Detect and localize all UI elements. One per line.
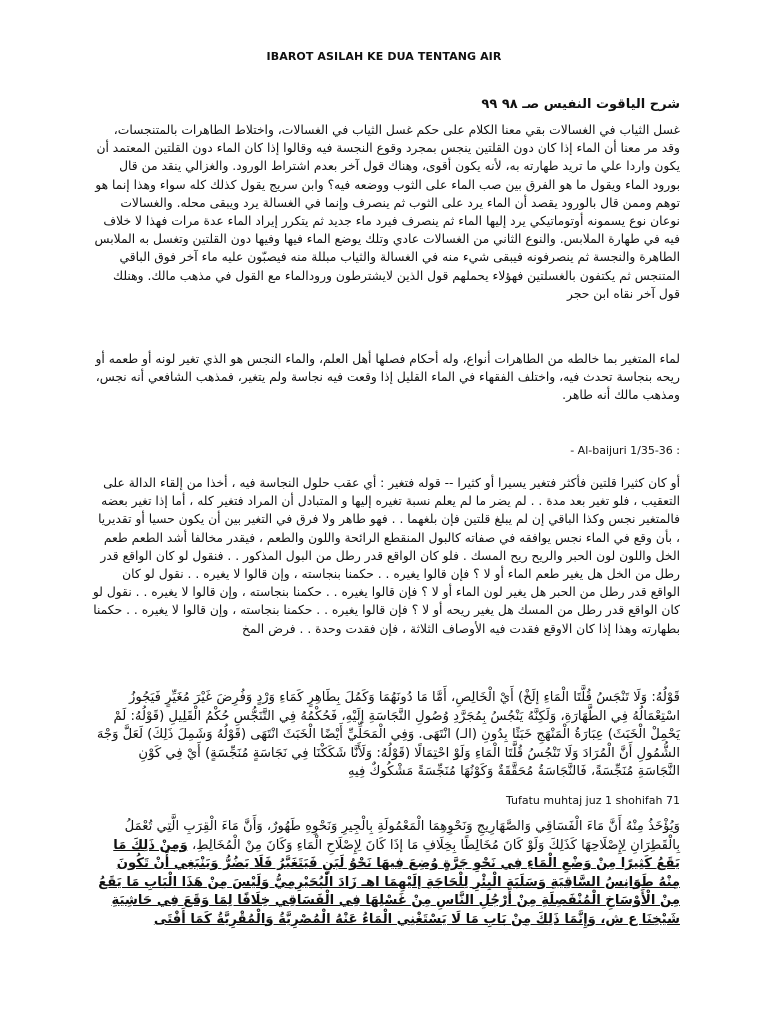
section-5-body-emphasis: وَمِنْ ذَلِكَ مَا يَقَعُ كَثِيرًا مِنْ وَضْعِ الْمَاءِ فِي نَحْوِ جَرَّةٍ وُضِعَ فِيهَا نَحْوُ لَبَنٍ فَيَتَغَيَّرُ فَلَا يَضُرُّ وَيَنْبَغِي أَنْ تَكُونَ مِنْهُ طَوَانِسُ السَّاقِيَةِ وَسَلَبَةِ الْبِئْرِ لِلْحَاجَةِ إلَيْهِمَا اهـ زَادَ الْبُحَيْرِمِيُّ وَلَيْسَ مِنْ هَذَا الْبَابِ مَا يَقَعُ مِنْ الْأَوْسَاخِ الْمُنْفَصِلَةِ مِنْ أَرْجُلِ النَّاسِ مِنْ غَسْلِهَا فِي الْفَسَاقِي خِلَافًا لِمَا وَقَعَ فِي حَاشِيَةِ شَيْخِنَا ع ش، وَإِنَّمَا ذَلِكَ مِنْ بَابِ مَا لَا يَسْتَغْنِي الْمَاءُ عَنْهُ الْمُصْرِيَّةُ وَالْمُقْرِيَّةُ كَمَا أَفْتَى <box>98 837 680 927</box>
section-5-heading: Tufatu muhtaj juz 1 shohifah 71 <box>505 794 680 807</box>
section-4-body: قَوْلُهُ: وَلَا تَنْجَسُ قُلَّتَا الْمَاءِ إلَخْ) أَيْ الْخَالِصِ، أَمَّا مَا دُونَهُمَا وَكَمُلَ بِطَاهِرٍ كَمَاءِ وَرْدٍ وَفُرِضَ غَيْرَ مُغَيِّرٍ فَيَجُوزُ اسْتِعْمَالُهُ فِي الطَّهَارَةِ، وَلَكِنَّهُ يَنْجُسُ بِمُجَرَّدِ وُصُولِ النَّجَاسَةِ إلَيْهِ، فَحُكْمُهُ فِي التَّنَجُّسِ حُكْمُ الْقَلِيلِ (قَوْلُهُ: لَمْ يَحْمِلْ الْخَبَثَ) عِبَارَةُ الْمَنْهَجِ خَبَثًا بِدُونِ (الـ) انْتَهَى. وَفِي الْمَحَلِّيِّ أَيْضًا الْخَبَثَ انْتَهَى (قَوْلُهُ وَشَمِلَ ذَلِكَ) لَعَلَّ وَجْهَ الشُّمُولِ أَنَّ الْمُرَادَ وَلَا تَنْجُسُ قُلَّتَا الْمَاءِ وَلَوْ احْتِمَالًا (قَوْلُهُ: وَلَأَنَّا شَكَكْنَا فِي نَجَاسَةٍ مُنَجِّسَةٍ) أَيْ فِي كَوْنِ النَّجَاسَةِ مُنَجِّسَةً، فَالنَّجَاسَةُ مُحَقَّقَةٌ وَكَوْنُهَا مُنَجِّسَةً مَشْكُوكٌ فِيهِ <box>96 690 680 779</box>
section-3-body: أو كان كثيرا قلتين فأكثر فتغير يسيرا أو كثيرا -- قوله فتغير : أي عقب حلول النجاسة فيه ، أخذا من إلقاء الدالة على التعقيب ، فلو تغير بعد مدة . . لم يضر ما لم يعلم نسبة تغيره إليها و المتبادل أن المراد فتغير كله ، أما إذا تغير بعضه فالمتغير نجس وكذا الباقي إن لم يبلغ قلتين فإن بلغهما . . فهو طاهر ولا فرق في التغير بين أن يكون حسيا أو تقديريا ، بأن وقع في الماء نجس يوافقه في صفاته كالبول المنقطع الرائحة واللون والطعم ، فيقدر مخالفا أشد الطعم طعم الخل واللون لون الحبر والريح ريح المسك . فلو كان الواقع قدر رطل من البول المذكور . . فنقول لو كان الواقع قدر رطل من الخل هل يغير طعم الماء أو لا ؟ فإن قالوا يغيره . . حكمنا بنجاسته ، وإن قالوا لا يغيره . . نقول لو كان الواقع قدر رطل من الحبر هل يغير لون الماء أو لا ؟ فإن قالوا يغيره . . حكمنا بنجاسته ، وإن قالوا لا يغيره . . نقول لو كان الواقع قدر رطل من المسك هل يغير ريحه أو لا ؟ فإن قالوا يغيره . . حكمنا بنجاسته ، وإن قالوا لا يغيره . . حكمنا بطهارته وهذا إذا كان الاوقع فقدت فيه الأوصاف الثلاثة ، فإن فقدت وحدة . . فرض المخ <box>92 476 680 636</box>
section-1-heading: شرح الياقوت النفيس صـ ٩٨ ٩٩ <box>481 97 680 112</box>
section-2-body: لماء المتغير بما خالطه من الطاهرات أنواع، وله أحكام فصلها أهل العلم، والماء النجس هو الذي تغير لونه أو طعمه أو ريحه بنجاسة تحدث فيه، واختلف الفقهاء في الماء القليل إذا وقعت فيه نجاسة ولم يتغير، فمذهب الشافعي أنه نجس، ومذهب مالك أنه طاهر. <box>95 352 680 403</box>
section-5-body <box>92 818 680 929</box>
document-title: IBAROT ASILAH KE DUA TENTANG AIR <box>266 50 502 63</box>
section-1-body: غسل الثياب في الغسالات بقي معنا الكلام على حكم غسل الثياب في الغسالات، واختلاط الطاهرات بالمتنجسات، وقد مر معنا أن الماء إذا كان دون القلتين ينجس بمجرد وقوع النجسة فيه وقالوا إذا كان الماء دون القلتين المعتمد أن يكون واردا علي ما تريد طهارته به، لأنه يكون أقوى، وهناك قول آخر بعدم اشتراط الورود. والغزالي ينقد من قال بورود الماء ويقول ما هو الفرق بين صب الماء على الثوب ووضعه فيه؟ وابن سريج يقول كذلك كله سواء وهذا إنما هو توهم وممن قال بالورود يقصد أن الماء يرد على الثوب ثم ينصرف وإنما في الغسالة يرد ويبقى محله. والغسالات نوعان نوع يسمونه أوتوماتيكي يرد إليها الماء ثم ينصرف فيرد ماء جديد ثم يتكرر إيراد الماء عدة مرات فهذا لا خلاف فيه في طهارة الملابس. والنوع الثاني من الغسالات عادي وتلك يوضع الماء فيها وفيها دون القلتين وتغسل به الملابس الطاهرة والنجسة ثم ينصرفونه فيبقى شيء منه في الغسالة والثياب مبللة منه فيصبّون عليه ماء آخر فوق الباقي المتنجس ثم يكتفون بالغسلتين فهؤلاء يحملهم قول الذين لايشترطون ورودالماء مع القول في مذهب مالك. وهنلك قول آخر نقاه ابن حجر <box>94 123 680 301</box>
section-3-heading: - Al-baijuri 1/35-36 : <box>570 444 680 457</box>
section-5-body-normal: وَيُؤْخَذُ مِنْهُ أَنَّ مَاءَ الْفَسَاقِي وَالصَّهَارِيجِ وَنَحْوِهِمَا الْمَعْمُولَةِ بِالْجِيرِ وَنَحْوِهِ طَهُورٌ، وَأَنَّ مَاءَ الْقِرَبِ الَّتِي تُعْمَلُ بِالْقَطِرَانِ لِإِصْلَاحِهَا كَذَلِكَ وَلَوْ كَانَ مُخَالِطًا بِخِلَافِ مَا إذَا كَانَ لِإِصْلَاحِ الْمَاءِ وَكَانَ مِنْ الْمُخَالِطِ، <box>124 819 680 853</box>
